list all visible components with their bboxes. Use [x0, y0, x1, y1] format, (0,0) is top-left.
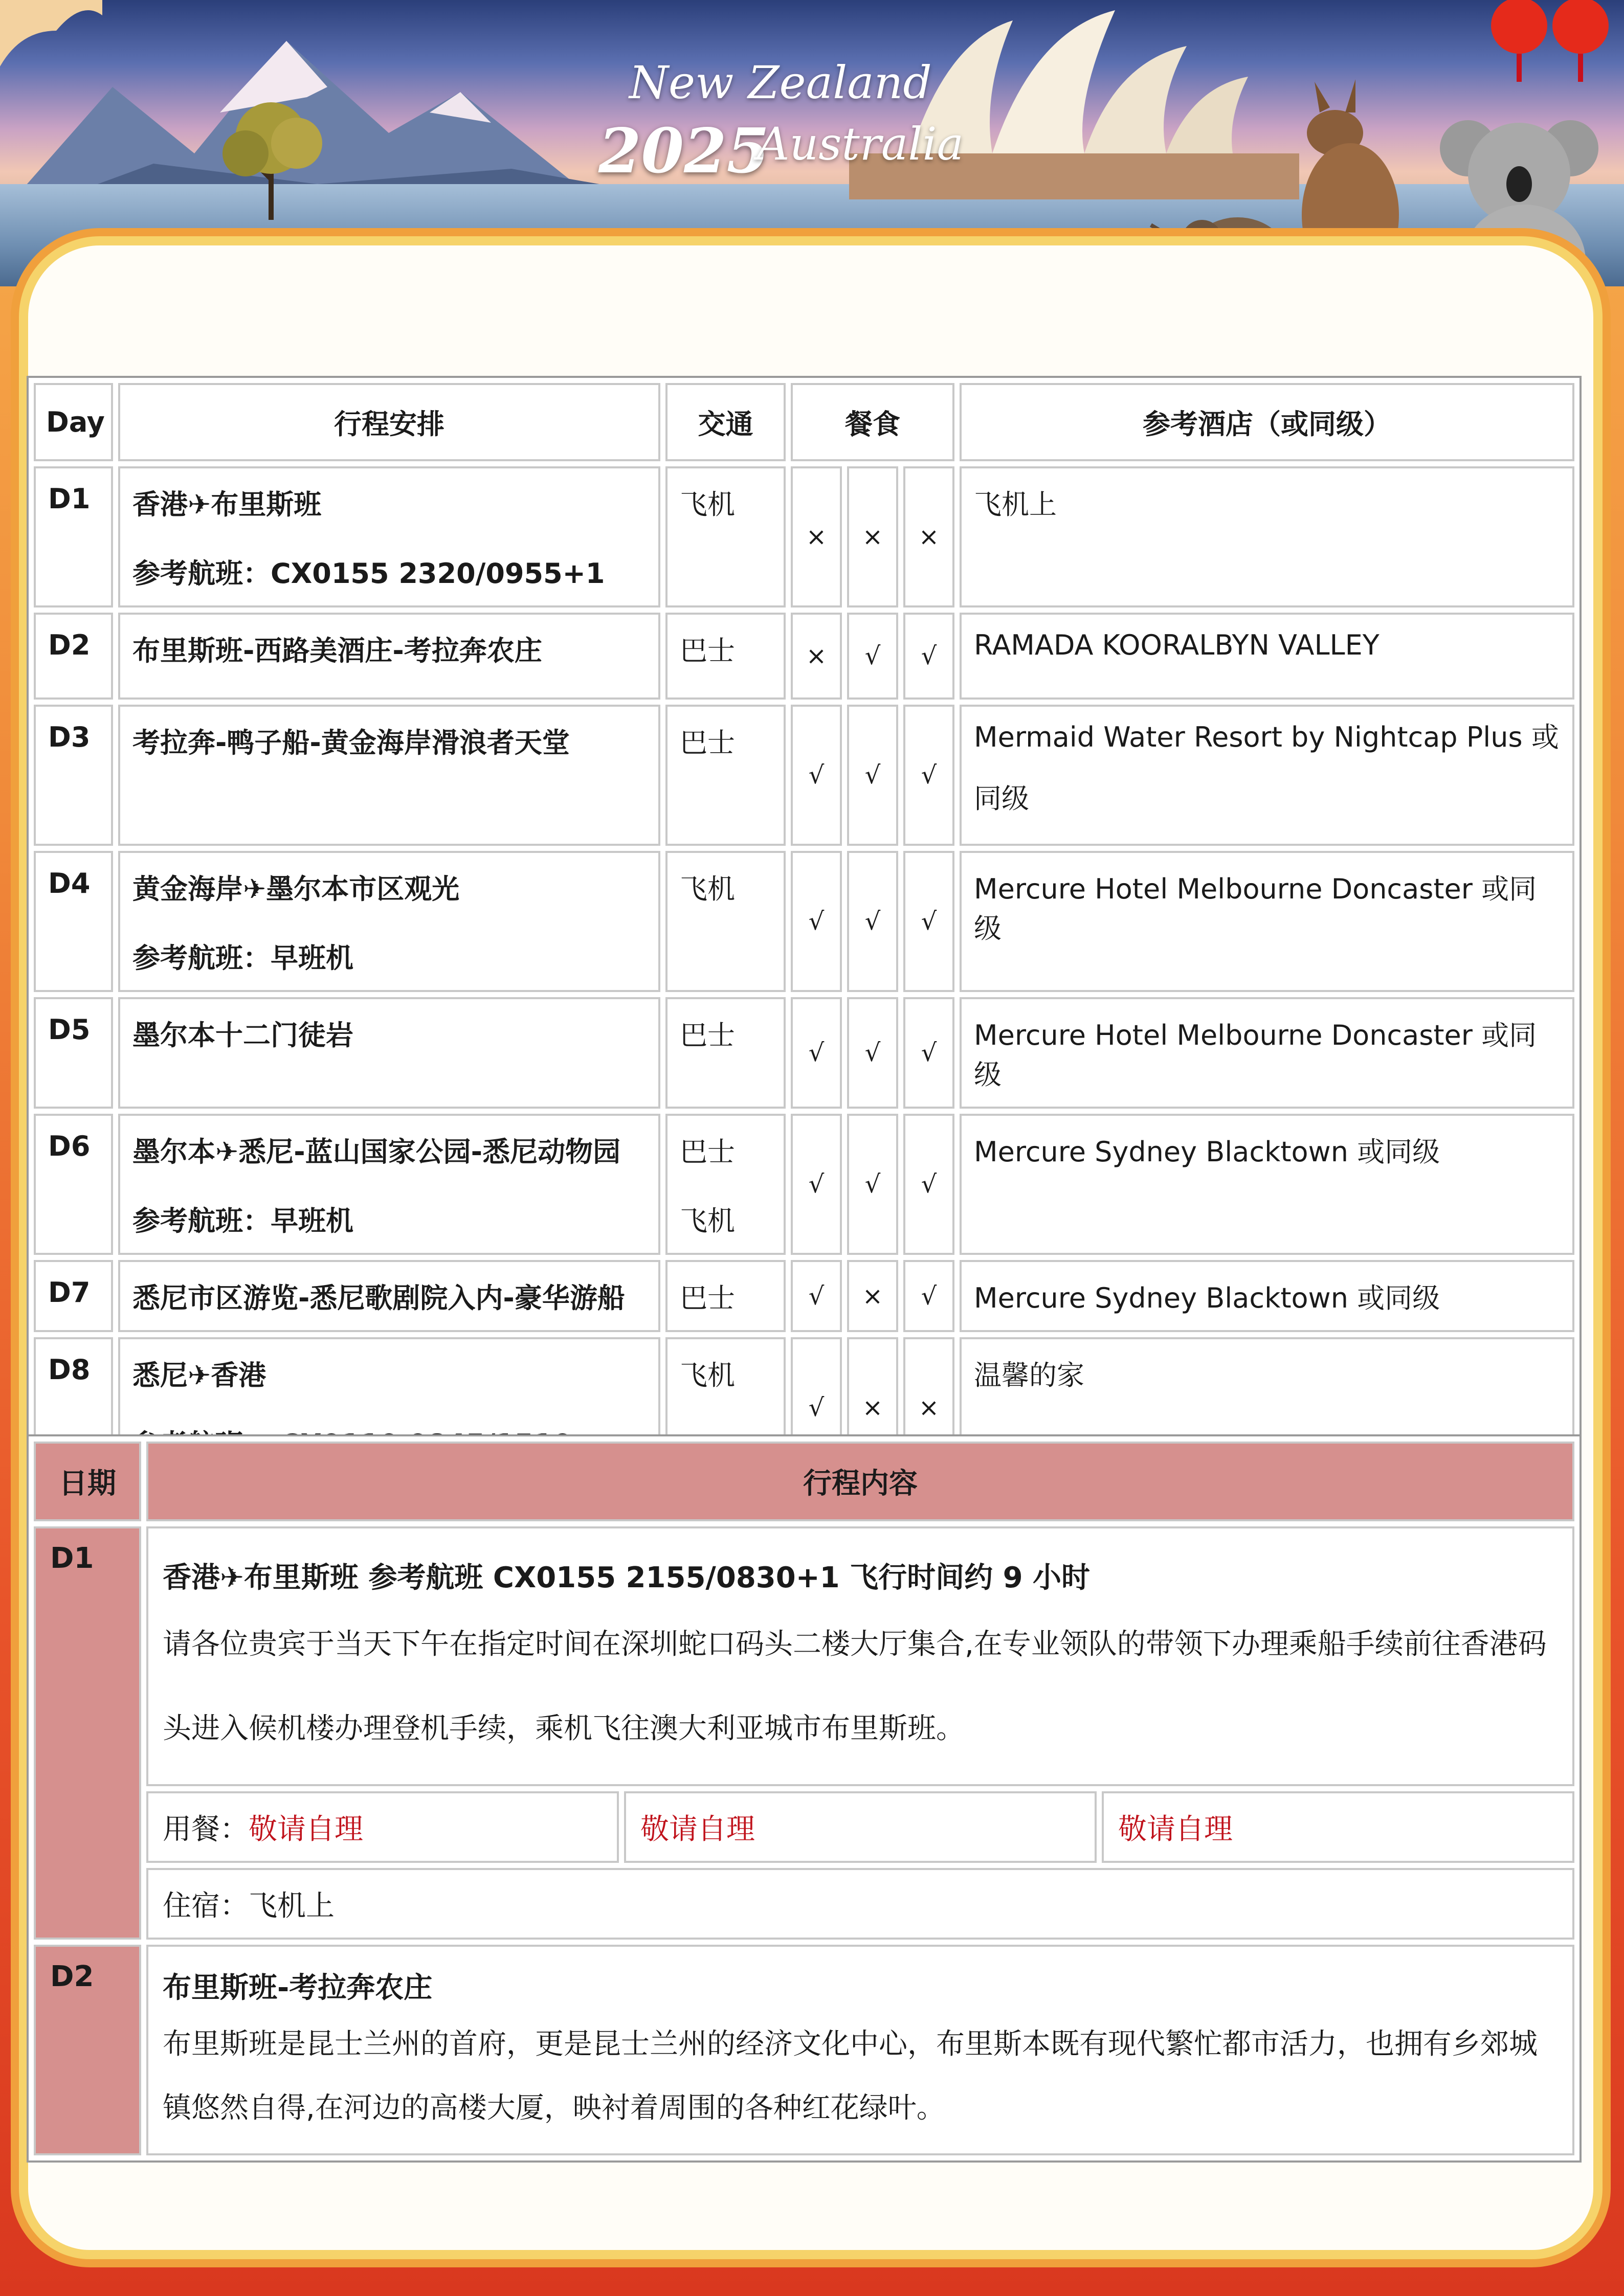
meal-breakfast: √ — [791, 1337, 842, 1478]
hotel-cell: Mermaid Water Resort by Nightcap Plus 或同级 — [960, 705, 1574, 846]
meal-breakfast: √ — [791, 705, 842, 846]
day-cell: D1 — [34, 466, 113, 607]
itinerary-route: 悉尼✈香港 — [132, 1359, 266, 1391]
hotel-cell: Mercure Hotel Melbourne Doncaster 或同级 — [960, 851, 1574, 992]
day-cell: D7 — [34, 1260, 113, 1332]
day-title: 香港✈布里斯班 参考航班 CX0155 2155/0830+1 飞行时间约 9 小时 — [163, 1561, 1091, 1594]
transport-cell: 飞机 — [665, 851, 786, 992]
itinerary-route: 悉尼市区游览-悉尼歌剧院入内-豪华游船 — [132, 1282, 625, 1314]
transport-cell: 巴士 — [665, 613, 786, 700]
title-year: 2025 — [598, 115, 769, 187]
meal-dinner: √ — [903, 997, 954, 1109]
meal-breakfast: 敬请自理 — [249, 1813, 363, 1846]
table-row — [34, 1114, 1574, 1255]
header-hotel: 参考酒店（或同级） — [960, 383, 1574, 461]
meal-breakfast: × — [791, 466, 842, 607]
meal-lunch: √ — [847, 851, 898, 992]
stay-cell — [146, 1868, 1574, 1940]
meal-lunch: √ — [847, 613, 898, 700]
itinerary-cell — [118, 1114, 660, 1255]
header-day: Day — [34, 383, 113, 461]
day-cell: D3 — [34, 705, 113, 846]
meal-breakfast: × — [791, 613, 842, 700]
meal-breakfast: √ — [791, 997, 842, 1109]
meal-dinner: √ — [903, 1114, 954, 1255]
itinerary-route: 黄金海岸✈墨尔本市区观光 — [132, 873, 460, 905]
transport-cell: 巴士 — [665, 705, 786, 846]
itinerary-cell — [118, 466, 660, 607]
itinerary-route: 墨尔本十二门徒岩 — [132, 1019, 353, 1051]
itinerary-cell — [118, 613, 660, 700]
itinerary-route: 香港✈布里斯班 — [132, 488, 322, 521]
meal-lunch: 敬请自理 — [640, 1813, 755, 1846]
day-cell: D4 — [34, 851, 113, 992]
day-cell: D2 — [34, 1945, 141, 2155]
header-meals: 餐食 — [791, 383, 954, 461]
lantern-icon — [1483, 0, 1616, 102]
meal-breakfast: √ — [791, 1260, 842, 1332]
transport-primary: 巴士 — [680, 1136, 735, 1168]
transport-cell: 巴士 — [665, 1260, 786, 1332]
meal-lunch: √ — [847, 1114, 898, 1255]
hotel-cell: Mercure Sydney Blacktown 或同级 — [960, 1114, 1574, 1255]
table-row — [34, 1260, 1574, 1332]
stay-row — [34, 1868, 1574, 1940]
hotel-cell: Mercure Sydney Blacktown 或同级 — [960, 1260, 1574, 1332]
header-date: 日期 — [34, 1442, 141, 1521]
hotel-cell: Mercure Hotel Melbourne Doncaster 或同级 — [960, 997, 1574, 1109]
meal-lunch: √ — [847, 705, 898, 846]
meal-dinner: 敬请自理 — [1118, 1813, 1233, 1846]
itinerary-overview-table — [27, 376, 1582, 1485]
itinerary-route: 考拉奔-鸭子船-黄金海岸滑浪者天堂 — [132, 727, 570, 759]
meal-dinner: √ — [903, 851, 954, 992]
overview-header-row — [34, 383, 1574, 461]
day-cell: D8 — [34, 1337, 113, 1478]
title-new-zealand: New Zealand — [629, 56, 932, 109]
day-cell: D6 — [34, 1114, 113, 1255]
meal-dinner-cell — [1102, 1791, 1574, 1863]
header-itinerary: 行程安排 — [118, 383, 660, 461]
day-cell: D1 — [34, 1526, 141, 1940]
stay-value: 飞机上 — [249, 1889, 335, 1923]
table-row — [34, 466, 1574, 607]
header-transport: 交通 — [665, 383, 786, 461]
meal-dinner: √ — [903, 613, 954, 700]
day-title: 布里斯班-考拉奔农庄 — [163, 1971, 433, 2005]
meal-dinner: √ — [903, 705, 954, 846]
transport-cell: 飞机 — [665, 1337, 786, 1478]
day-cell: D5 — [34, 997, 113, 1109]
day-cell: D2 — [34, 613, 113, 700]
itinerary-cell — [118, 705, 660, 846]
flight-info: 参考航班：CX0155 2320/0955+1 — [132, 557, 605, 590]
itinerary-cell — [118, 997, 660, 1109]
transport-cell: 飞机 — [665, 466, 786, 607]
title-australia: Australia — [757, 118, 964, 170]
meal-breakfast-cell — [146, 1791, 619, 1863]
meal-breakfast: √ — [791, 1114, 842, 1255]
detail-row-d1 — [34, 1526, 1574, 1786]
itinerary-cell — [118, 851, 660, 992]
day-content — [146, 1945, 1574, 2155]
day-description: 布里斯班是昆士兰州的首府，更是昆士兰州的经济文化中心，布里斯本既有现代繁忙都市活力，也拥有乡郊城镇悠然自得,在河边的高楼大厦，映衬着周围的各种红花绿叶。 — [163, 2028, 1538, 2125]
detail-header-row — [34, 1442, 1574, 1521]
cloud-ornament-icon — [0, 0, 102, 82]
meal-row — [34, 1791, 1574, 1863]
table-row — [34, 705, 1574, 846]
itinerary-detail-table — [27, 1434, 1582, 2163]
meal-label: 用餐： — [163, 1813, 249, 1846]
itinerary-cell — [118, 1260, 660, 1332]
meal-breakfast: √ — [791, 851, 842, 992]
day-description: 请各位贵宾于当天下午在指定时间在深圳蛇口码头二楼大厅集合,在专业领队的带领下办理乘船手续前往香港码头进入候机楼办理登机手续，乘机飞往澳大利亚城市布里斯班。 — [163, 1628, 1547, 1745]
transport-cell — [665, 1114, 786, 1255]
meal-lunch-cell — [624, 1791, 1097, 1863]
meal-lunch: × — [847, 1260, 898, 1332]
itinerary-route: 布里斯班-西路美酒庄-考拉奔农庄 — [132, 635, 542, 667]
meal-lunch: × — [847, 466, 898, 607]
hotel-cell: 温馨的家 — [960, 1337, 1574, 1478]
banner-title — [598, 56, 964, 187]
hotel-cell: 飞机上 — [960, 466, 1574, 607]
tree-illustration — [194, 77, 348, 230]
table-row — [34, 997, 1574, 1109]
meal-dinner: × — [903, 466, 954, 607]
transport-secondary: 飞机 — [680, 1205, 735, 1237]
meal-dinner: × — [903, 1337, 954, 1478]
transport-cell: 巴士 — [665, 997, 786, 1109]
flight-info: 参考航班：早班机 — [132, 1205, 353, 1237]
itinerary-route: 墨尔本✈悉尼-蓝山国家公园-悉尼动物园 — [132, 1136, 621, 1168]
stay-label: 住宿： — [163, 1889, 249, 1923]
day-content — [146, 1526, 1574, 1786]
hotel-cell: RAMADA KOORALBYN VALLEY — [960, 613, 1574, 700]
table-row — [34, 851, 1574, 992]
table-row — [34, 613, 1574, 700]
meal-lunch: √ — [847, 997, 898, 1109]
detail-row-d2 — [34, 1945, 1574, 2155]
meal-lunch: × — [847, 1337, 898, 1478]
flight-info: 参考航班：早班机 — [132, 942, 353, 974]
header-content: 行程内容 — [146, 1442, 1574, 1521]
meal-dinner: √ — [903, 1260, 954, 1332]
